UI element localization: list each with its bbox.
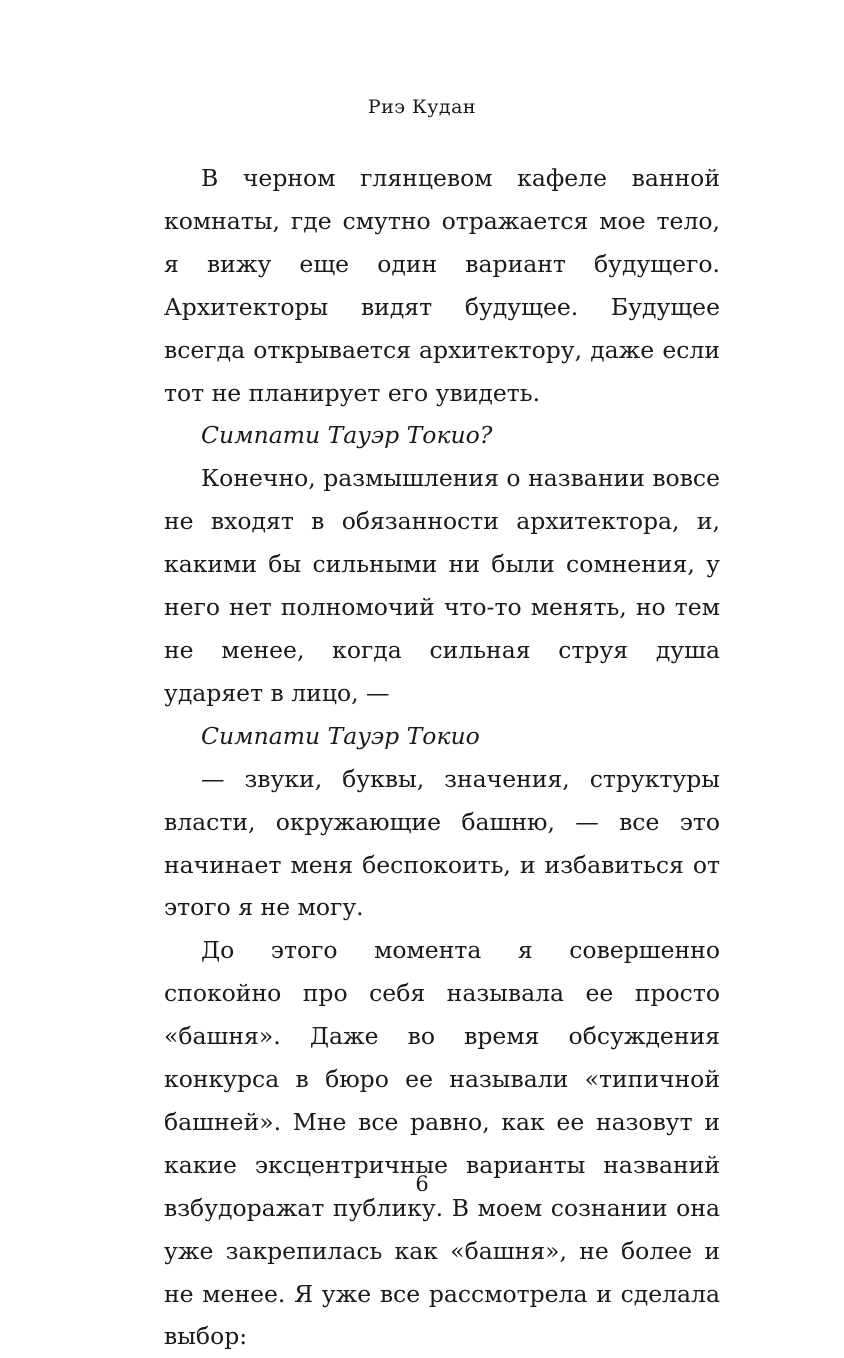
running-header-author: Риэ Кудан: [367, 96, 477, 118]
paragraph-4-italic: Симпати Тауэр Токио: [201, 721, 480, 750]
paragraph-2-italic: Симпати Тауэр Токио?: [201, 421, 493, 450]
paragraph-3: Конечно, размышления о названии вовсе не входят в обязанности архитектора, и, какими бы сильными ни были сомнения, у него нет полномочий что-то менять, но тем не менее, когда сильная струя душа ударяет в лицо, —: [164, 464, 720, 707]
paragraph-5: — звуки, буквы, значения, структуры власти, окружающие башню, — все это начинает меня беспокоить, и избавиться от этого я не могу.: [164, 764, 720, 922]
page-number: 6: [415, 1172, 429, 1196]
paragraph-1: В черном глянцевом кафеле ванной комнаты, где смутно отражается мое тело, я вижу еще один вариант будущего. Архитекторы видят будущее. Будущее всегда открывается архитектору, даже если тот не планирует его увидеть.: [164, 164, 720, 407]
paragraph-6: До этого момента я совершенно спокойно про себя называла ее просто «башня». Даже во время обсуждения конкурса в бюро ее называли «типичной башней». Мне все равно, как ее назовут и какие эксцентричные варианты названий взбудоражат публику. В моем сознании она уже закрепилась как «башня», не более и не менее. Я уже все рассмотрела и сделала выбор:: [164, 936, 720, 1351]
